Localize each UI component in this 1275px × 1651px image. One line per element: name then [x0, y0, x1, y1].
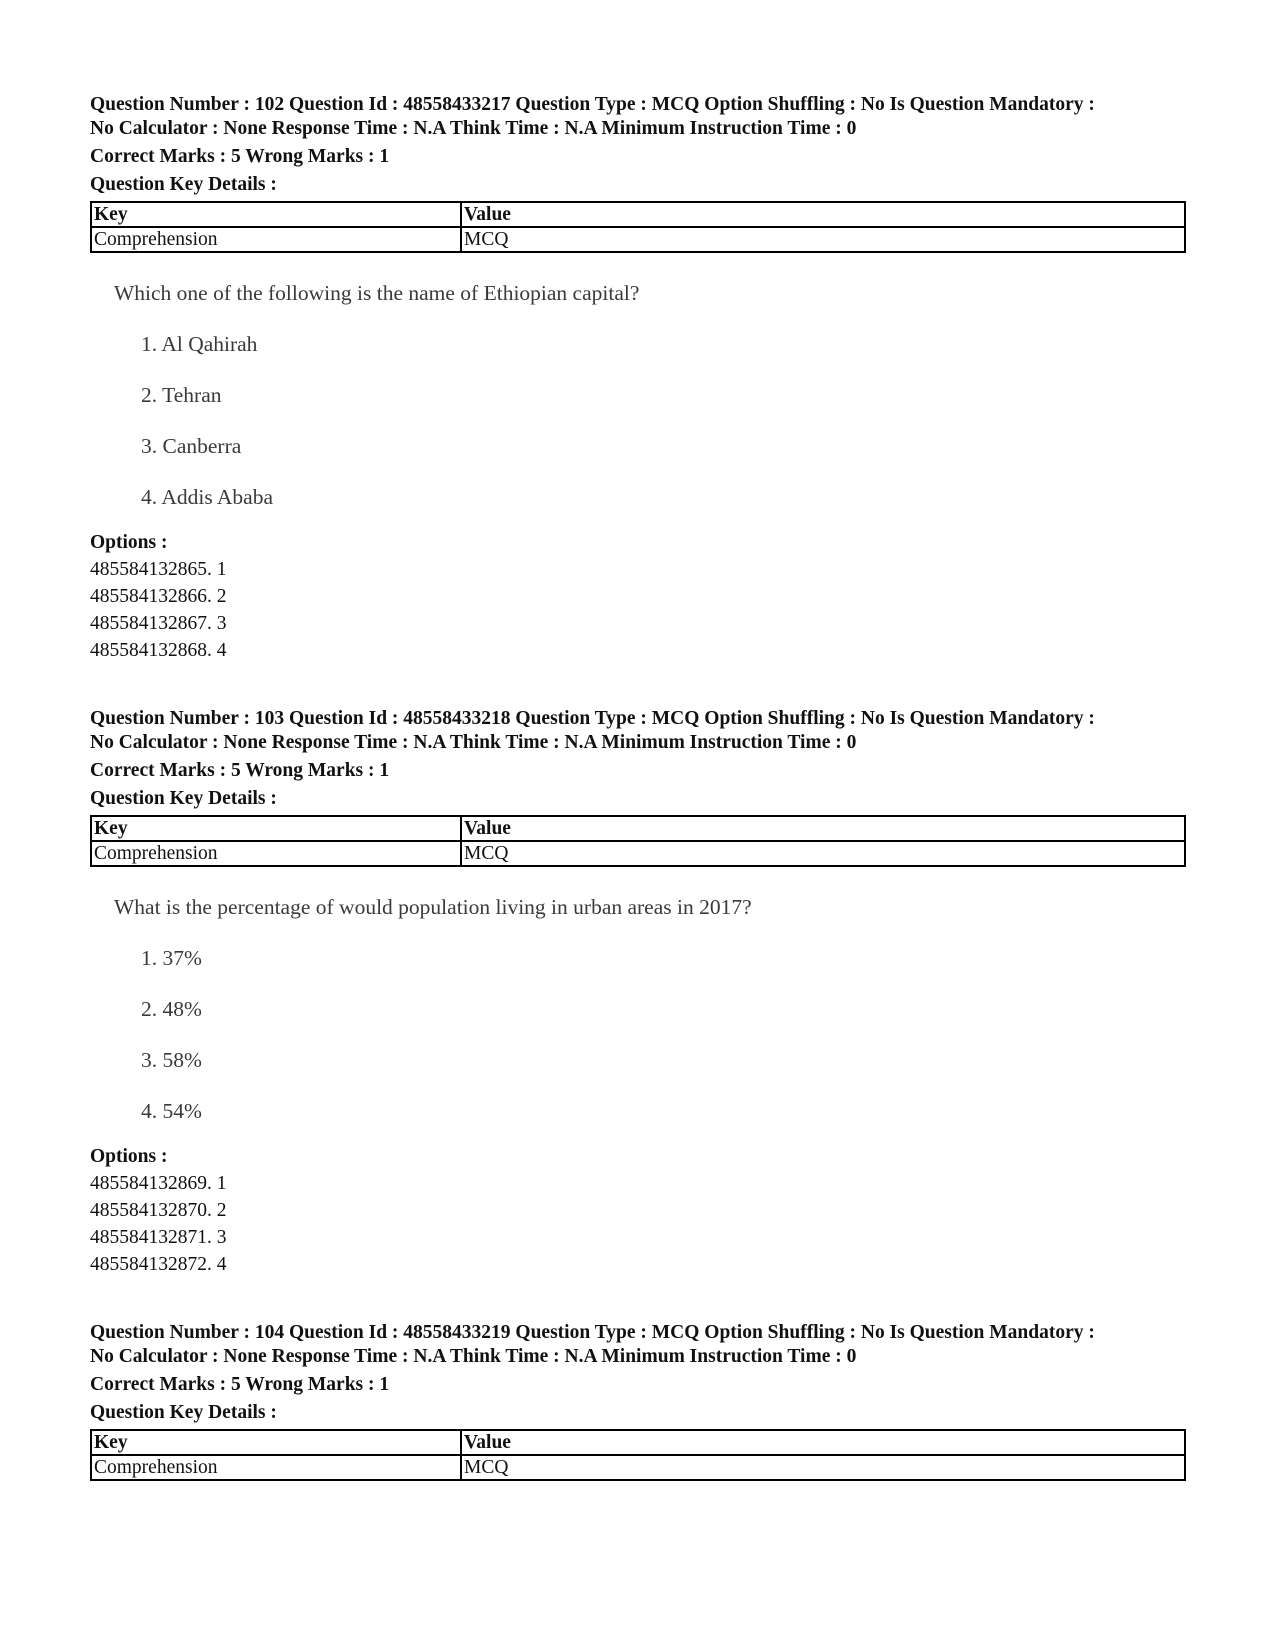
option-item: 485584132865. 1: [90, 559, 227, 580]
key-details-label: Question Key Details :: [90, 788, 277, 809]
marks-line: Correct Marks : 5 Wrong Marks : 1: [90, 760, 390, 781]
marks-line: Correct Marks : 5 Wrong Marks : 1: [90, 146, 390, 167]
key-table-header-value: Value: [461, 202, 1185, 227]
question-image: [114, 279, 1186, 511]
question-header-line-1: Question Number : 102 Question Id : 48558433217 Question Type : MCQ Option Shuffling : No Is Question Mandatory :: [90, 94, 1095, 115]
question-header-line-1: Question Number : 103 Question Id : 48558433218 Question Type : MCQ Option Shuffling : No Is Question Mandatory :: [90, 708, 1095, 729]
options-label: Options :: [90, 1146, 168, 1167]
key-table-cell-value: MCQ: [461, 1455, 1185, 1480]
option-item: 485584132867. 3: [90, 613, 227, 634]
key-table-cell-key: Comprehension: [91, 841, 461, 866]
option-item: 485584132866. 2: [90, 586, 227, 607]
key-table-header-row: [91, 202, 1185, 227]
key-details-label: Question Key Details :: [90, 174, 277, 195]
question-text: Which one of the following is the name of Ethiopian capital?: [114, 281, 640, 305]
question-choice: 1. Al Qahirah: [141, 332, 258, 356]
question-choice: 2. 48%: [141, 997, 202, 1021]
key-table-header-row: [91, 816, 1185, 841]
marks-line: Correct Marks : 5 Wrong Marks : 1: [90, 1374, 390, 1395]
key-table-cell-value: MCQ: [461, 841, 1185, 866]
key-table-cell-value: MCQ: [461, 227, 1185, 252]
option-item: 485584132869. 1: [90, 1173, 227, 1194]
option-item: 485584132872. 4: [90, 1254, 227, 1275]
question-choice: 3. 58%: [141, 1048, 202, 1072]
key-table-row: [91, 841, 1185, 866]
key-table-header-row: [91, 1430, 1185, 1455]
question-choice: 4. Addis Ababa: [141, 485, 273, 509]
option-item: 485584132870. 2: [90, 1200, 227, 1221]
key-table-cell-key: Comprehension: [91, 227, 461, 252]
key-table-row: [91, 227, 1185, 252]
question-block-102: [90, 93, 1186, 664]
question-header-line-2: No Calculator : None Response Time : N.A Think Time : N.A Minimum Instruction Time : 0: [90, 732, 857, 753]
option-item: 485584132871. 3: [90, 1227, 227, 1248]
key-details-table: [90, 815, 1186, 867]
question-header-line-2: No Calculator : None Response Time : N.A Think Time : N.A Minimum Instruction Time : 0: [90, 1346, 857, 1367]
key-table-header-key: Key: [91, 816, 461, 841]
question-choice: 3. Canberra: [141, 434, 242, 458]
key-table-cell-key: Comprehension: [91, 1455, 461, 1480]
question-image: [114, 893, 1186, 1125]
key-details-table: [90, 201, 1186, 253]
question-block-104: [90, 1321, 1186, 1481]
key-table-header-value: Value: [461, 1430, 1185, 1455]
document-page: [90, 93, 1186, 1481]
question-text: What is the percentage of would population living in urban areas in 2017?: [114, 895, 752, 919]
question-choice: 2. Tehran: [141, 383, 222, 407]
question-header-line-2: No Calculator : None Response Time : N.A Think Time : N.A Minimum Instruction Time : 0: [90, 118, 857, 139]
options-label: Options :: [90, 532, 168, 553]
key-table-header-value: Value: [461, 816, 1185, 841]
key-table-row: [91, 1455, 1185, 1480]
key-details-table: [90, 1429, 1186, 1481]
option-item: 485584132868. 4: [90, 640, 227, 661]
key-table-header-key: Key: [91, 1430, 461, 1455]
question-choice: 1. 37%: [141, 946, 202, 970]
question-block-103: [90, 707, 1186, 1278]
question-header-line-1: Question Number : 104 Question Id : 48558433219 Question Type : MCQ Option Shuffling : No Is Question Mandatory :: [90, 1322, 1095, 1343]
key-details-label: Question Key Details :: [90, 1402, 277, 1423]
question-choice: 4. 54%: [141, 1099, 202, 1123]
key-table-header-key: Key: [91, 202, 461, 227]
